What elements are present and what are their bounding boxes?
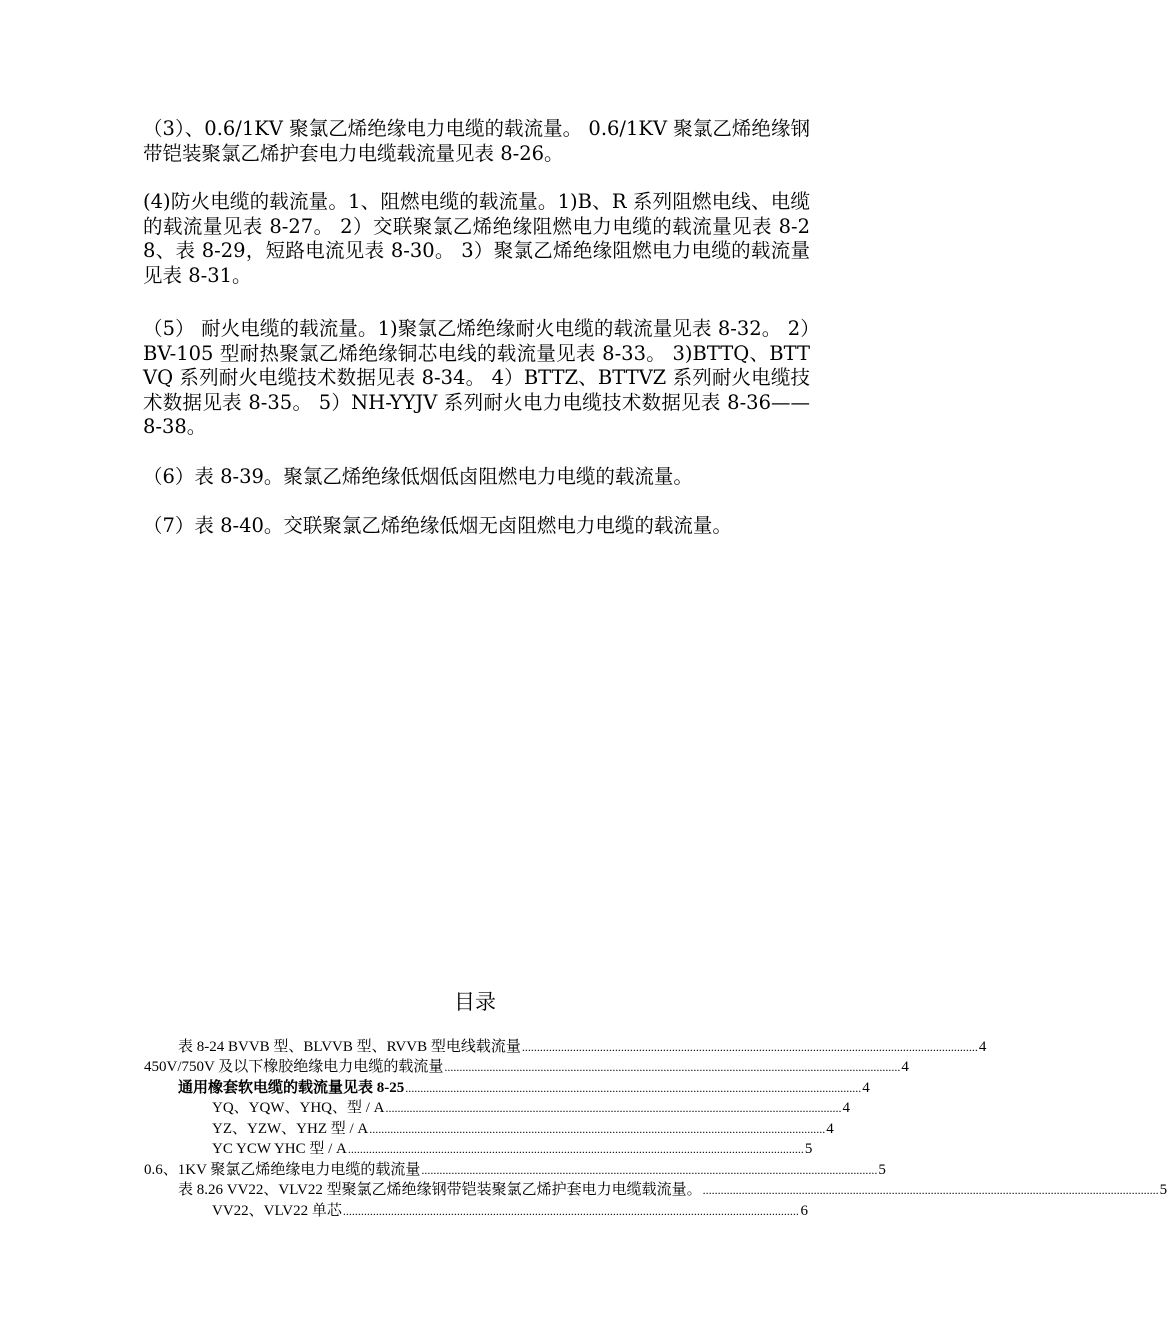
toc-leader: ........................................................................................................................................................: [444, 1060, 901, 1074]
paragraph-4: (4)防火电缆的载流量。1、阻燃电缆的载流量。1)B、R 系列阻燃电线、电缆的载流量见表 8-27。 2）交联聚氯乙烯绝缘阻燃电力电缆的载流量见表 8-28、表 8-29，短路电流见表 8-30。 3）聚氯乙烯绝缘阻燃电力电缆的载流量见表 8-31。: [143, 190, 810, 287]
toc-entry-text: 表 8.26 VV22、VLV22 型聚氯乙烯绝缘钢带铠装聚氯乙烯护套电力电缆载流量。: [178, 1182, 702, 1198]
toc-entry-text: 0.6、1KV 聚氯乙烯绝缘电力电缆的载流量: [144, 1162, 421, 1178]
toc-page-number: 5: [878, 1162, 886, 1178]
toc-title: 目录: [454, 990, 496, 1014]
toc-entry[interactable]: [144, 1057, 909, 1077]
toc-entry[interactable]: [144, 1160, 886, 1180]
toc-entry-text: 表 8-24 BVVB 型、BLVVB 型、RVVB 型电线载流量: [178, 1039, 521, 1055]
toc-leader: ........................................................................................................................................................: [421, 1163, 878, 1177]
toc-leader: ........................................................................................................................................................: [385, 1101, 842, 1115]
paragraph-7: （7）表 8-40。交联聚氯乙烯绝缘低烟无卤阻燃电力电缆的载流量。: [143, 514, 732, 537]
toc-entry[interactable]: [212, 1119, 834, 1139]
paragraph-6: （6）表 8-39。聚氯乙烯绝缘低烟低卤阻燃电力电缆的载流量。: [143, 465, 693, 488]
toc-entry[interactable]: [178, 1180, 1167, 1200]
toc-page-number: 5: [1159, 1182, 1167, 1198]
toc-page-number: 6: [800, 1203, 808, 1219]
toc-leader: ........................................................................................................................................................: [521, 1040, 978, 1054]
paragraph-5: （5） 耐火电缆的载流量。1)聚氯乙烯绝缘耐火电缆的载流量见表 8-32。 2）BV-105 型耐热聚氯乙烯绝缘铜芯电线的载流量见表 8-33。 3)BTTQ、BTTVQ 系列耐火电缆技术数据见表 8-34。 4）BTTZ、BTTVZ 系列耐火电缆技术数据见表 8-35。 5）NH-YYJV 系列耐火电力电缆技术数据见表 8-36——8-38。: [143, 317, 810, 439]
toc-entry-text: YQ、YQW、YHQ、型 / A: [212, 1100, 385, 1116]
toc-page-number: 4: [862, 1080, 870, 1096]
toc-page-number: 4: [901, 1059, 909, 1075]
toc-leader: ........................................................................................................................................................: [342, 1204, 799, 1218]
toc-entry[interactable]: [212, 1139, 813, 1159]
toc-leader: ........................................................................................................................................................: [702, 1183, 1159, 1197]
toc-entry[interactable]: [178, 1078, 870, 1098]
toc-leader: ........................................................................................................................................................: [369, 1122, 826, 1136]
toc-entry-text: YC YCW YHC 型 / A: [212, 1141, 347, 1157]
toc-entry[interactable]: [178, 1037, 987, 1057]
toc-page-number: 4: [826, 1121, 834, 1137]
toc-entry[interactable]: [212, 1098, 850, 1118]
toc-entry-text: 通用橡套软电缆的载流量见表 8-25: [178, 1080, 405, 1096]
toc-leader: ........................................................................................................................................................: [347, 1142, 804, 1156]
toc-entry-text: VV22、VLV22 单芯: [212, 1203, 342, 1219]
toc-page-number: 4: [842, 1100, 850, 1116]
paragraph-3: （3）、0.6/1KV 聚氯乙烯绝缘电力电缆的载流量。 0.6/1KV 聚氯乙烯绝缘钢带铠装聚氯乙烯护套电力电缆载流量见表 8-26。: [143, 117, 810, 165]
toc-page-number: 5: [804, 1141, 813, 1157]
toc-entry[interactable]: [212, 1201, 808, 1221]
toc-entry-text: YZ、YZW、YHZ 型 / A: [212, 1121, 369, 1137]
toc-entry-text: 450V/750V 及以下橡胶绝缘电力电缆的载流量: [144, 1059, 444, 1075]
toc-page-number: 4: [978, 1039, 987, 1055]
toc-leader: ........................................................................................................................................................: [405, 1081, 862, 1095]
